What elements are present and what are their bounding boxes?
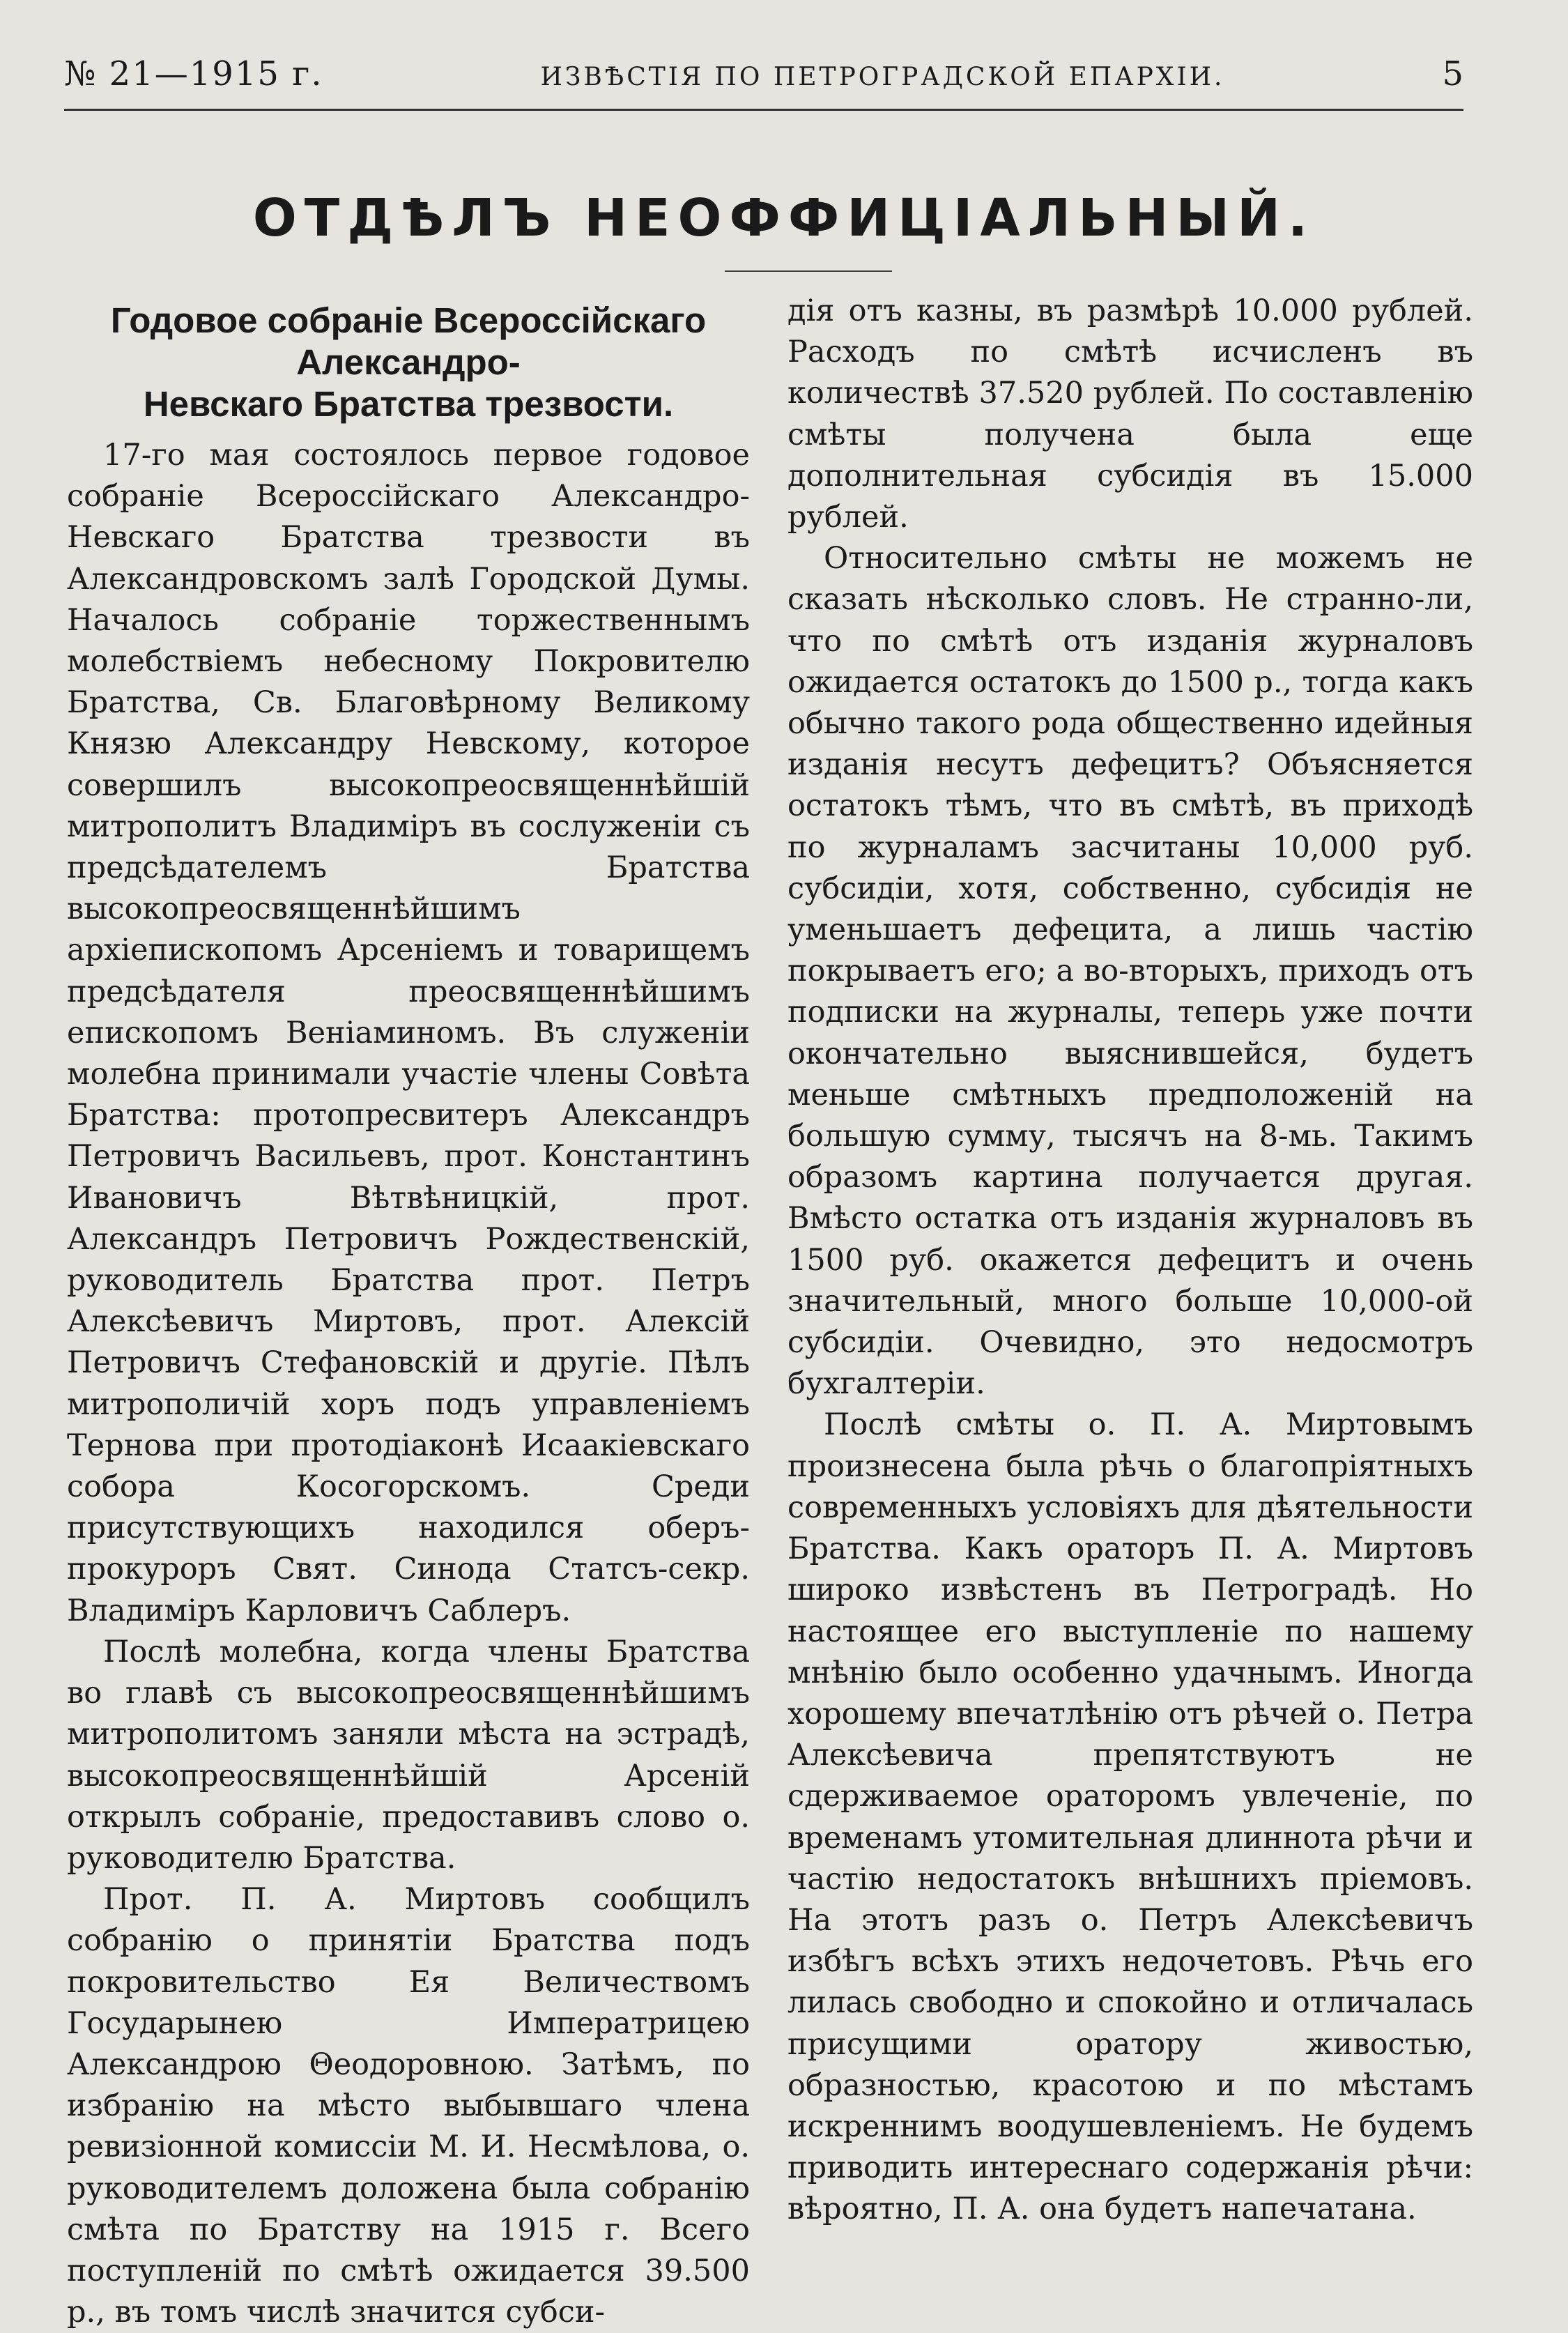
header-rule bbox=[64, 109, 1463, 111]
issue-number: № 21—1915 г. bbox=[64, 54, 323, 93]
article-title-line-2: Невскаго Братства трезвости. bbox=[143, 384, 674, 424]
paragraph: Прот. П. А. Миртовъ сообщилъ собранію о принятіи Братства подъ покровительство Ея Величествомъ Государынею Императрицею Александрою Θеодоровною. Затѣмъ, по избранію на мѣсто выбывшаго члена ревизіонной комиссіи М. И. Несмѣлова, о. руководителемъ доложена была собранію смѣта по Братству на 1915 г. Всего поступленій по смѣтѣ ожидается 39.500 р., въ томъ числѣ значится субси- bbox=[67, 1882, 750, 2330]
left-column bbox=[67, 286, 750, 2333]
paragraph: Относительно смѣты не можемъ не сказать нѣсколько словъ. Не странно-ли, что по смѣтѣ отъ изданія журналовъ ожидается остатокъ до 1500 р., тогда какъ обычно такого рода общественно идейныя изданія несутъ дефецитъ? Объясняется остатокъ тѣмъ, что въ смѣтѣ, въ приходѣ по журналамъ засчитаны 10,000 руб. субсидіи, хотя, собственно, субсидія не уменьшаетъ дефецита, а лишь частію покрываетъ его; а во-вторыхъ, приходъ отъ подписки на журналы, теперь уже почти окончательно выяснившейся, будетъ меньше смѣтныхъ предположеній на большую сумму, тысячъ на 8-мь. Такимъ образомъ картина получается другая. Вмѣсто остатка отъ изданія журналовъ въ 1500 руб. окажется дефецитъ и очень значительный, много больше 10,000-ой субсидіи. Очевидно, это недосмотръ бухгалтеріи. bbox=[787, 541, 1473, 1402]
section-title: ОТДѢЛЪ НЕОФФИЦІАЛЬНЫЙ. bbox=[252, 188, 1316, 248]
article-title bbox=[67, 300, 750, 425]
journal-title: ИЗВѢСТІЯ ПО ПЕТРОГРАДСКОЙ ЕПАРХІИ. bbox=[540, 63, 1225, 91]
running-head bbox=[64, 54, 1463, 103]
paragraph: Послѣ молебна, когда члены Братства во главѣ съ высокопреосвященнѣйшимъ митрополитомъ заняли мѣста на эстрадѣ, высокопреосвященнѣйшій Арсеній открылъ собраніе, предоставивъ слово о. руководителю Братства. bbox=[67, 1634, 750, 1876]
page-number: 5 bbox=[1442, 54, 1463, 93]
article-title-line-1: Годовое собраніе Всероссійскаго Александро- bbox=[110, 300, 707, 382]
paragraph: 17-го мая состоялось первое годовое собраніе Всероссійскаго Александро-Невскаго Братства трезвости въ Александровскомъ залѣ Городской Думы. Началось собраніе торжественнымъ молебствіемъ небесному Покровителю Братства, Св. Благовѣрному Великому Князю Александру Невскому, которое совершилъ высокопреосвященнѣйшій митрополитъ Владиміръ въ сослуженіи съ предсѣдателемъ Братства высокопреосвященнѣйшимъ архіепископомъ Арсеніемъ и товарищемъ предсѣдателя преосвященнѣйшимъ епископомъ Веніаминомъ. Въ служеніи молебна принимали участіе члены Совѣта Братства: протопресвитеръ Александръ Петровичъ Васильевъ, прот. Константинъ Ивановичъ Вѣтвѣницкій, прот. Александръ Петровичъ Рождественскій, руководитель Братства прот. Петръ Алексѣевичъ Миртовъ, прот. Алексій Петровичъ Стефановскій и другіе. Пѣлъ митрополичій хоръ подъ управленіемъ Тернова при протодіаконѣ Исаакіевскаго собора Косогорскомъ. Среди присутствующихъ находился оберъ-прокуроръ Свят. Синода Статсъ-секр. Владиміръ Карловичъ Саблеръ. bbox=[67, 438, 750, 1628]
section-title-rule bbox=[725, 270, 892, 272]
right-column bbox=[787, 291, 1473, 2231]
paragraph: Послѣ смѣты о. П. А. Миртовымъ произнесена была рѣчь о благопріятныхъ современныхъ условіяхъ для дѣятельности Братства. Какъ ораторъ П. А. Миртовъ широко извѣстенъ въ Петроградѣ. Но настоящее его выступленіе по нашему мнѣнію было особенно удачнымъ. Иногда хорошему впечатлѣнію отъ рѣчей о. Петра Алексѣевича препятствуютъ не сдерживаемое ораторомъ увлеченіе, по временамъ утомительная длиннота рѣчи и частію недостатокъ внѣшнихъ пріемовъ. На этотъ разъ о. Петръ Алексѣевичъ избѣгъ всѣхъ этихъ недочетовъ. Рѣчь его лилась свободно и спокойно и отличалась присущими оратору живостью, образностью, красотою и по мѣстамъ искреннимъ воодушевленіемъ. Не будемъ приводить интереснаго содержанія рѣчи: вѣроятно, П. А. она будетъ напечатана. bbox=[787, 1407, 1473, 2227]
paragraph-continuation: дія отъ казны, въ размѣрѣ 10.000 рублей. Расходъ по смѣтѣ исчисленъ въ количествѣ 37.520 рублей. По составленію смѣты получена была еще дополнительная субсидія въ 15.000 рублей. bbox=[787, 293, 1473, 535]
